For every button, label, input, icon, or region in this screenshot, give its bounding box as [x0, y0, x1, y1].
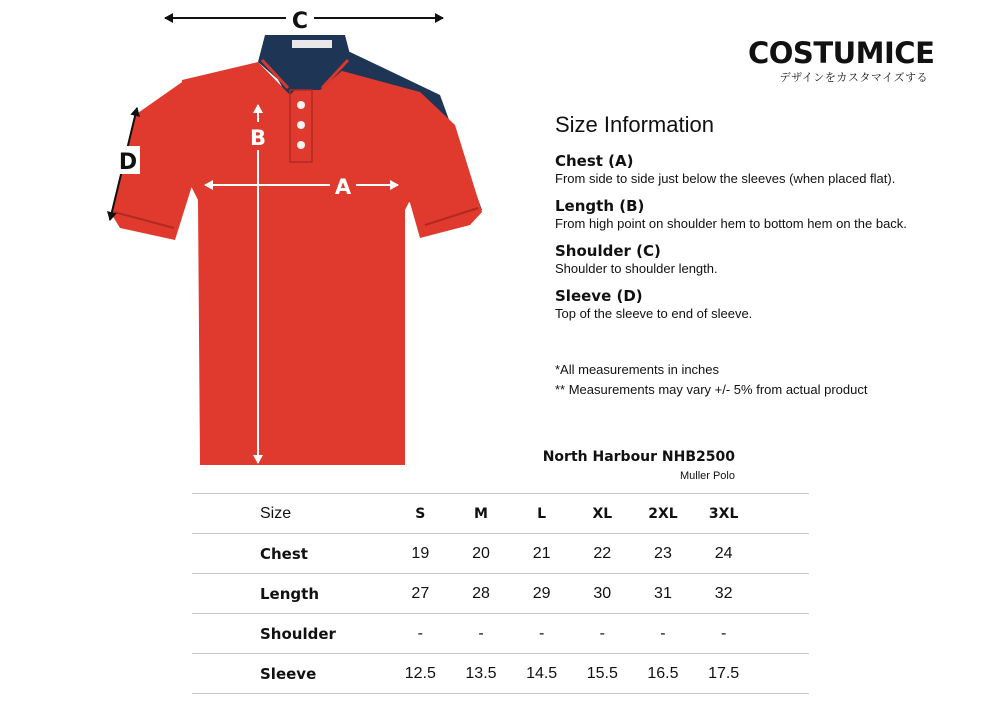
table-cell: 16.5 [633, 654, 694, 694]
size-column-header: 2XL [633, 494, 694, 534]
table-cell: 27 [390, 574, 451, 614]
table-cell: 24 [693, 534, 754, 574]
table-cell: 21 [511, 534, 572, 574]
info-heading: Chest (A) [555, 152, 634, 170]
table-cell: 29 [511, 574, 572, 614]
size-chart-table [192, 493, 809, 694]
size-column-header: M [451, 494, 512, 534]
table-cell: 31 [633, 574, 694, 614]
table-row [192, 654, 809, 694]
table-row [192, 574, 809, 614]
info-heading: Shoulder (C) [555, 242, 661, 260]
table-cell: 32 [693, 574, 754, 614]
label-c: C [291, 9, 309, 34]
table-header-row [192, 494, 809, 534]
info-description: Shoulder to shoulder length. [555, 261, 718, 276]
table-cell: - [451, 614, 512, 654]
table-row [192, 614, 809, 654]
size-column-header: L [511, 494, 572, 534]
size-column-header: S [390, 494, 451, 534]
measurement-notes [555, 360, 867, 400]
product-subtitle: Muller Polo [679, 470, 735, 482]
size-information [555, 112, 975, 332]
info-item-shoulder [555, 242, 975, 277]
info-item-chest [555, 152, 975, 187]
row-label: Shoulder [192, 614, 390, 654]
info-item-sleeve [555, 287, 975, 322]
table-cell: - [390, 614, 451, 654]
brand-name: COSTUMICE [748, 36, 935, 70]
row-label: Chest [192, 534, 390, 574]
table-cell: 12.5 [390, 654, 451, 694]
product-heading [520, 449, 735, 482]
size-column-header: XL [572, 494, 633, 534]
table-cell: 30 [572, 574, 633, 614]
table-cell: 19 [390, 534, 451, 574]
product-name: North Harbour NHB2500 [542, 449, 735, 465]
table-cell: 23 [633, 534, 694, 574]
table-cell: - [511, 614, 572, 654]
info-heading: Length (B) [555, 197, 645, 215]
label-d: D [118, 150, 138, 175]
table-cell: - [572, 614, 633, 654]
table-cell: 28 [451, 574, 512, 614]
brand-logo [748, 36, 935, 85]
info-description: Top of the sleeve to end of sleeve. [555, 306, 753, 321]
label-a: A [334, 175, 352, 199]
row-label: Length [192, 574, 390, 614]
note-units: *All measurements in inches [555, 362, 720, 377]
table-cell: - [633, 614, 694, 654]
row-label: Sleeve [192, 654, 390, 694]
table-cell: 22 [572, 534, 633, 574]
button [297, 101, 305, 109]
table-cell: 13.5 [451, 654, 512, 694]
table-cell: 15.5 [572, 654, 633, 694]
table-cell: 20 [451, 534, 512, 574]
table-cell: 17.5 [693, 654, 754, 694]
info-description: From high point on shoulder hem to bottom hem on the back. [555, 216, 907, 231]
size-info-title: Size Information [555, 112, 714, 137]
table-row [192, 534, 809, 574]
note-variance: ** Measurements may vary +/- 5% from actual product [555, 382, 868, 397]
info-description: From side to side just below the sleeves (when placed flat). [555, 171, 896, 186]
info-heading: Sleeve (D) [555, 287, 643, 305]
neck-label [292, 40, 332, 48]
table-cell: - [693, 614, 754, 654]
brand-tagline: デザインをカスタマイズする [779, 72, 928, 84]
info-item-length [555, 197, 975, 232]
size-column-header: 3XL [693, 494, 754, 534]
label-b: B [249, 126, 267, 150]
polo-shirt-diagram [0, 0, 520, 480]
button [297, 121, 305, 129]
button [297, 141, 305, 149]
size-header-label: Size [192, 494, 390, 534]
table-cell: 14.5 [511, 654, 572, 694]
